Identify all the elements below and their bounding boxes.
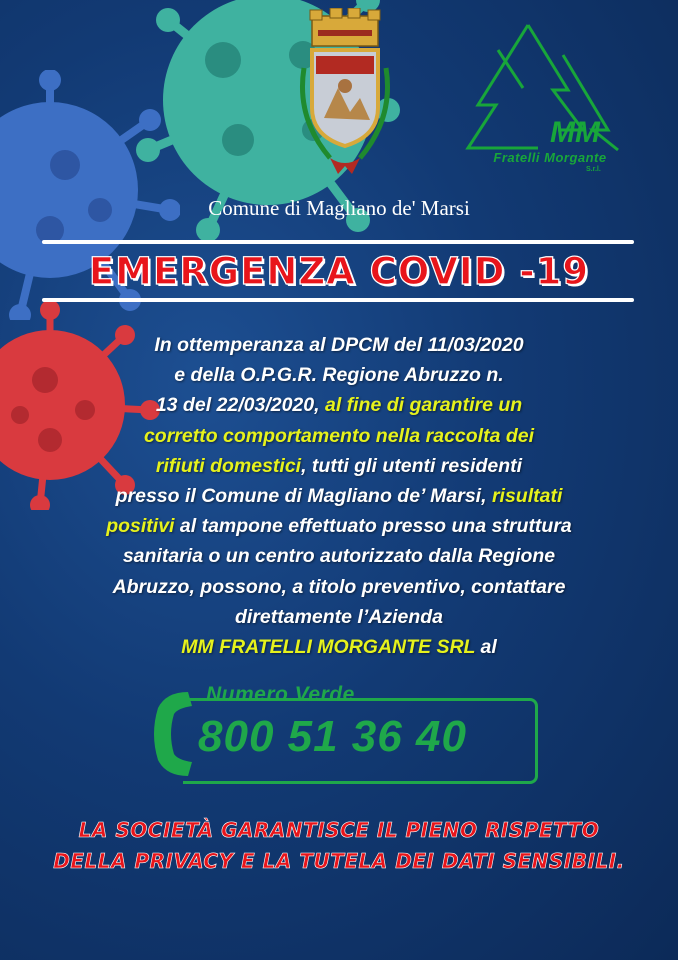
numero-verde-label: Numero Verde	[206, 683, 355, 706]
body-highlight: al fine di garantire un	[324, 394, 523, 417]
body-line	[20, 421, 658, 451]
body-highlight: rifiuti domestici	[155, 454, 302, 477]
logo-company-name: Fratelli Morgante	[493, 150, 607, 165]
notice-body	[20, 330, 658, 662]
privacy-statement	[0, 815, 678, 877]
body-text: direttamente l’Azienda	[234, 605, 444, 628]
headline-top-rule	[42, 240, 634, 244]
logo-suffix: S.r.l.	[586, 166, 601, 173]
body-text: 13 del 22/03/2020,	[155, 394, 320, 417]
logo-initials: MM	[550, 116, 600, 149]
body-text: presso il Comune di Magliano de’ Marsi,	[115, 485, 487, 508]
headline-bottom-rule	[42, 298, 634, 302]
body-text: In ottemperanza al DPCM del 11/03/2020	[154, 334, 524, 356]
numero-verde-number[interactable]: 800 51 36 40	[198, 712, 467, 761]
body-highlight: risultati	[491, 485, 563, 508]
body-text: e della O.P.G.R. Regione Abruzzo n.	[174, 364, 504, 387]
body-text: al tampone effettuato presso una struttura	[179, 515, 572, 538]
body-highlight: MM FRATELLI MORGANTE SRL	[181, 636, 476, 659]
municipality-title: Comune di Magliano de' Marsi	[208, 196, 470, 220]
body-highlight: positivi	[106, 515, 175, 538]
body-line	[20, 572, 658, 602]
body-text: , tutti gli utenti residenti	[301, 454, 523, 477]
body-highlight: corretto comportamento nella raccolta dei	[143, 424, 535, 447]
body-text: Abruzzo, possono, a titolo preventivo, contattare	[112, 575, 566, 598]
body-line	[20, 451, 658, 481]
body-line	[20, 541, 658, 571]
privacy-line-2: DELLA PRIVACY E LA TUTELA DEI DATI SENSIBILI.	[53, 849, 625, 873]
body-line	[20, 632, 658, 662]
body-text: sanitaria o un centro autorizzato dalla Regione	[122, 545, 556, 568]
body-line	[20, 602, 658, 632]
municipal-coat-of-arms	[290, 8, 400, 178]
body-line	[20, 481, 658, 511]
body-line	[20, 511, 658, 541]
headline: EMERGENZA COVID -19	[88, 250, 590, 293]
body-line	[20, 390, 658, 420]
body-line	[20, 360, 658, 390]
privacy-line-1: LA SOCIETÀ GARANTISCE IL PIENO RISPETTO	[78, 818, 600, 842]
body-text: al	[480, 636, 497, 659]
body-line	[20, 330, 658, 360]
